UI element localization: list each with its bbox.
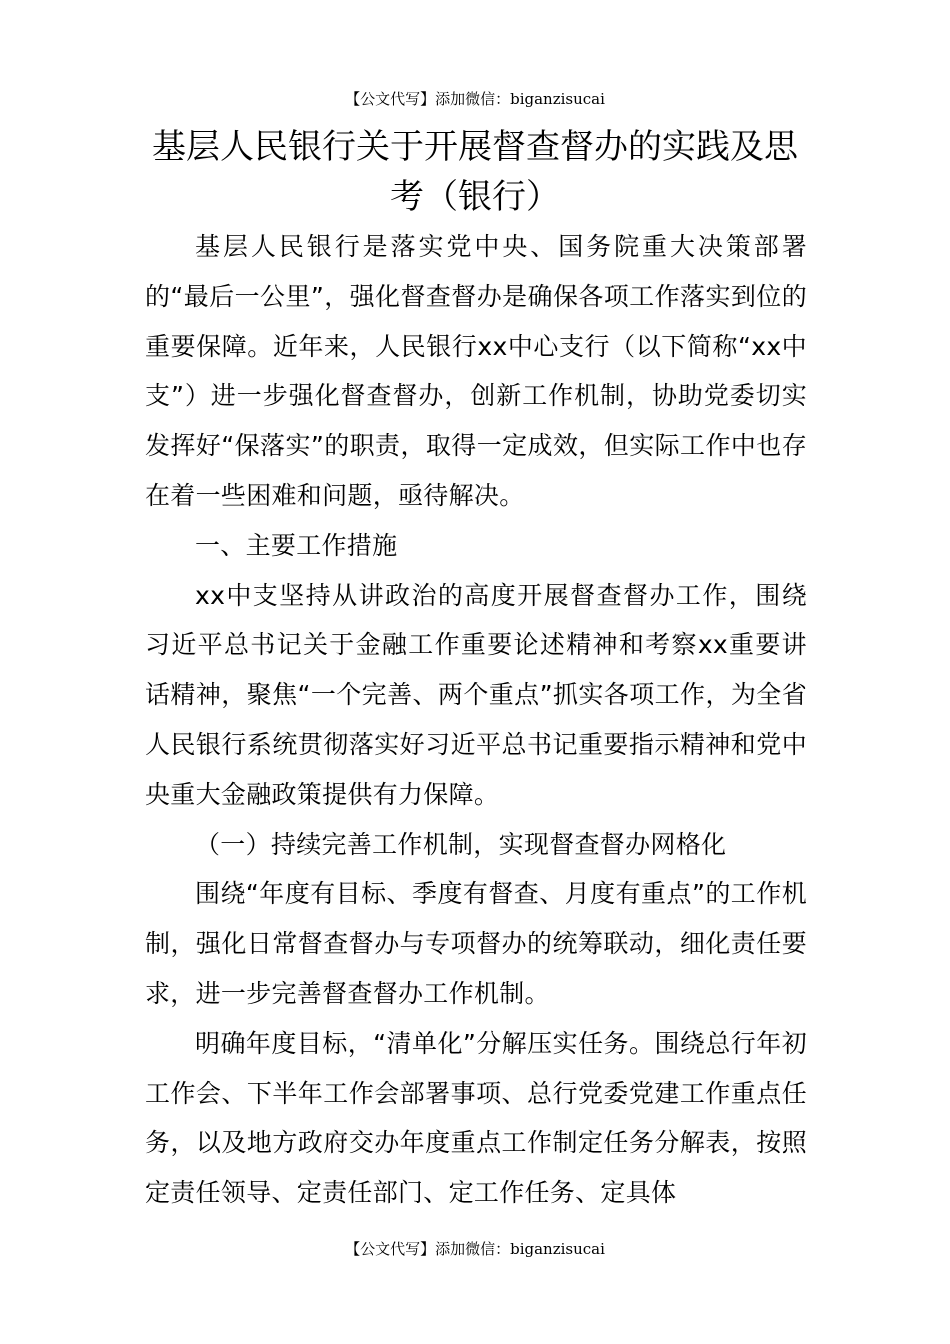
section-heading-1: 一、主要工作措施 xyxy=(195,530,398,560)
section-1-paragraph: xx中支坚持从讲政治的高度开展督查督办工作，围绕习近平总书记关于金融工作重要论述精神和考察xx重要讲话精神，聚焦“一个完善、两个重点”抓实各项工作，为全省人民银行系统贯彻落实好习近平总书记重要指示精神和党中央重大金融政策提供有力保障。 xyxy=(145,580,807,809)
document-title: 基层人民银行关于开展督查督办的实践及思考（银行） xyxy=(152,127,798,217)
intro-paragraph: 基层人民银行是落实党中央、国务院重大决策部署的“最后一公里”，强化督查督办是确保各项工作落实到位的重要保障。近年来，人民银行xx中心支行（以下简称“xx中支”）进一步强化督查督办，创新工作机制，协助党委切实发挥好“保落实”的职责，取得一定成效，但实际工作中也存在着一些困难和问题，亟待解决。 xyxy=(145,232,807,510)
document-body xyxy=(145,222,807,1218)
subsection-1-paragraph-2: 明确年度目标，“清单化”分解压实任务。围绕总行年初工作会、下半年工作会部署事项、总行党委党建工作重点任务，以及地方政府交办年度重点工作制定任务分解表，按照定责任领导、定责任部门、定工作任务、定具体 xyxy=(145,1028,807,1208)
subsection-heading-1: （一）持续完善工作机制，实现督查督办网格化 xyxy=(195,829,727,859)
subsection-1-paragraph: 围绕“年度有目标、季度有督查、月度有重点”的工作机制，强化日常督查督办与专项督办的统筹联动，细化责任要求，进一步完善督查督办工作机制。 xyxy=(145,879,807,1008)
header-watermark-note: 【公文代写】添加微信：biganzisucai xyxy=(345,90,605,108)
footer-watermark-note: 【公文代写】添加微信：biganzisucai xyxy=(345,1240,605,1258)
